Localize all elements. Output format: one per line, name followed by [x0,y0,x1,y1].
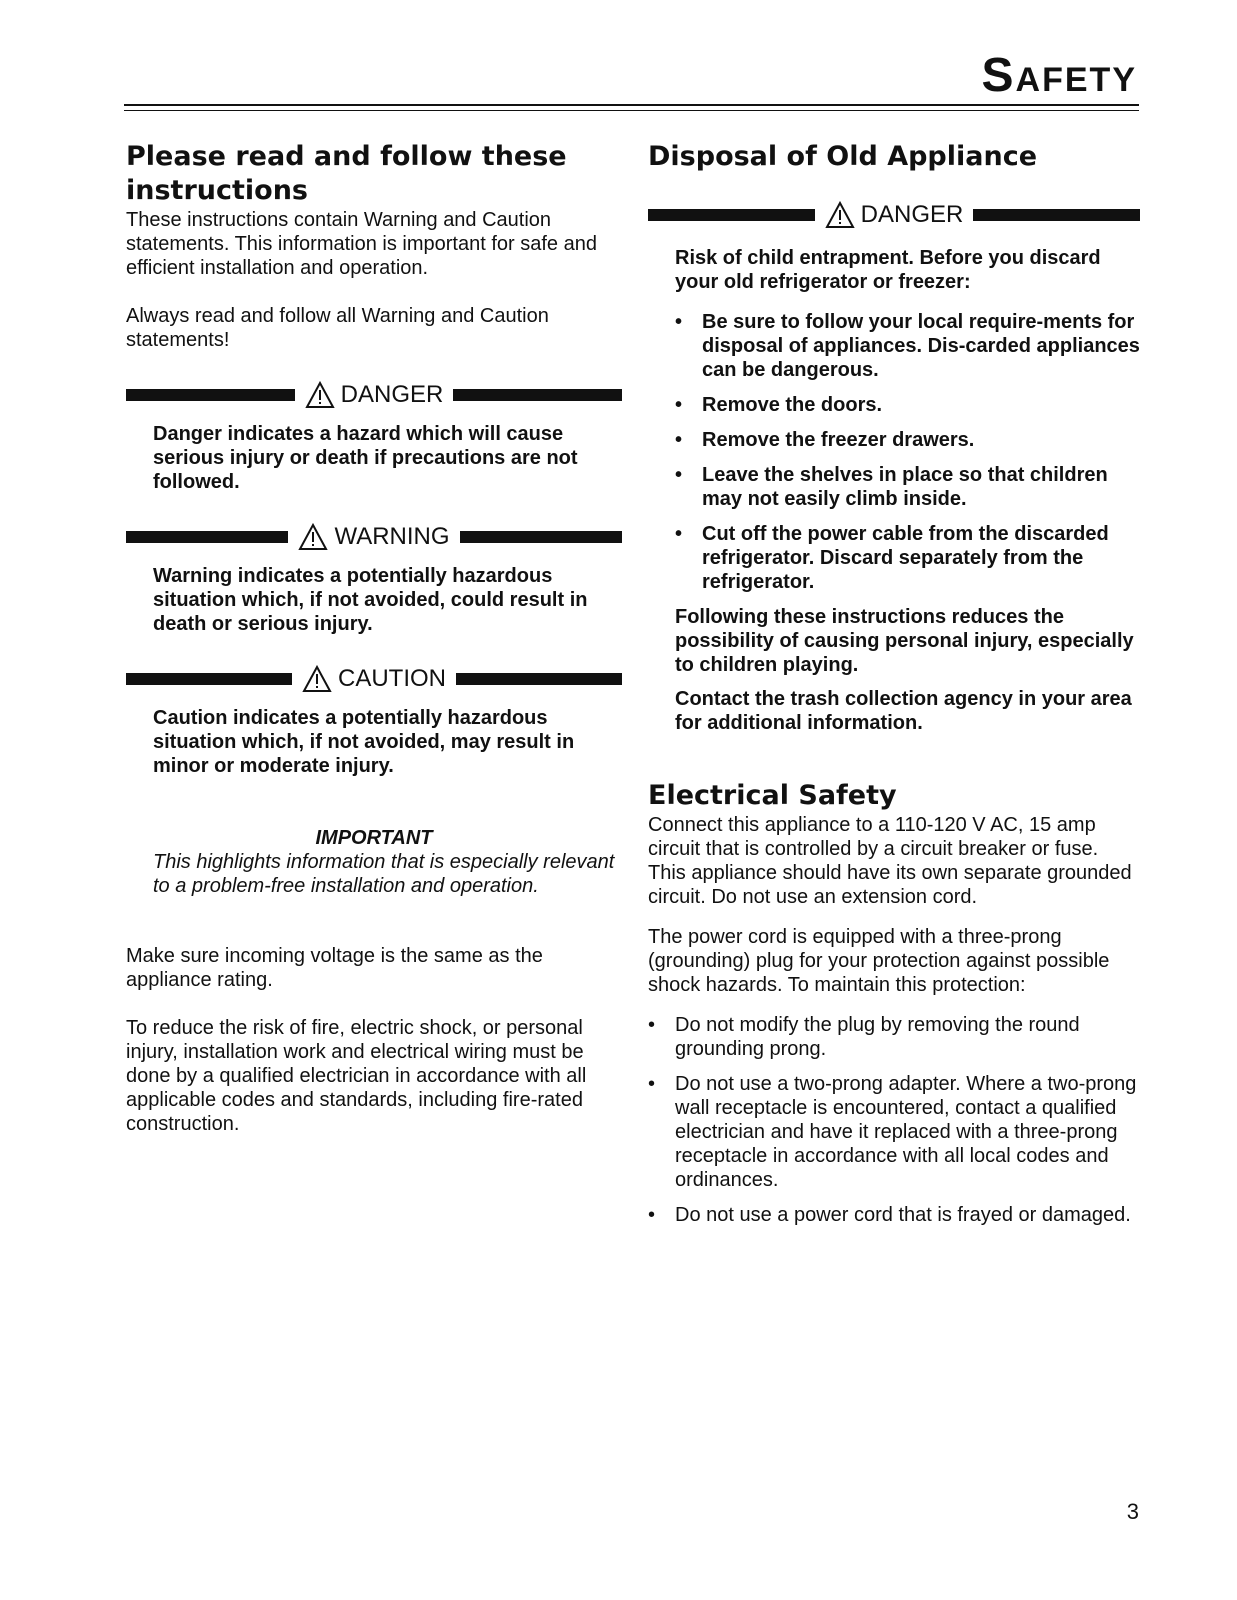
danger-text: Danger indicates a hazard which will cause serious injury or death if precautions are not followed. [153,423,578,493]
electrical-bullets [648,1013,1140,1227]
voltage-note: Make sure incoming voltage is the same as the appliance rating. [126,945,543,991]
right-column [648,140,1140,1238]
electrical-paragraph-2: The power cord is equipped with a three-prong (grounding) plug for your protection against possible shock hazards. To maintain this protection: [648,926,1110,996]
warning-triangle-icon [305,381,335,409]
instructions-heading: Please read and follow these instructions [126,141,567,206]
warning-label: WARNING [334,523,450,550]
page-section-title: Safety [981,49,1137,102]
danger-label: DANGER [340,381,444,408]
caution-signal-bar [126,662,622,696]
danger-signal-bar [126,378,622,412]
bullet-glyph: • [648,1014,656,1036]
list-item: • Do not use a two-prong adapter. Where a two-prong wall receptacle is encountered, contact a qualified electrician and have it replaced with a three-prong receptacle in accordance with all local codes and ordinances. [648,1073,1137,1191]
disposal-danger-signal-bar [648,198,1140,232]
intro-paragraph: These instructions contain Warning and Caution statements. This information is important for safe and efficient installation and operation. [126,209,597,279]
list-item: • Leave the shelves in place so that children may not easily climb inside. [675,464,1108,510]
list-item: • Cut off the power cable from the discarded refrigerator. Discard separately from the refrigerator. [675,523,1109,593]
list-item: • Remove the doors. [675,394,883,416]
bullet-glyph: • [675,394,683,416]
intro-paragraph-2: Always read and follow all Warning and Caution statements! [126,305,549,351]
disposal-contact: Contact the trash collection agency in your area for additional information. [675,688,1132,734]
caution-label: CAUTION [338,665,446,692]
bullet-glyph: • [648,1073,656,1095]
important-title: IMPORTANT [315,827,433,849]
list-item: • Remove the freezer drawers. [675,429,975,451]
disposal-bullets [648,310,1140,594]
bullet-glyph: • [675,429,683,451]
left-column [126,140,622,1136]
disposal-danger-label: DANGER [860,201,964,228]
list-item: • Do not use a power cord that is frayed or damaged. [648,1204,1131,1226]
caution-text: Caution indicates a potentially hazardous situation which, if not avoided, may result in minor or moderate injury. [153,707,575,777]
warning-text: Warning indicates a potentially hazardous situation which, if not avoided, could result in death or serious injury. [153,565,588,635]
page-number: 3 [1126,1499,1139,1524]
bullet-glyph: • [675,311,683,333]
warning-triangle-icon [825,201,855,229]
disposal-heading: Disposal of Old Appliance [648,141,1038,172]
header-rule [124,104,1139,106]
header-rule-thin [124,110,1139,111]
electrical-heading: Electrical Safety [648,780,897,811]
list-item: • Be sure to follow your local require-ments for disposal of appliances. Dis-carded appliances can be dangerous. [675,311,1140,381]
electrical-paragraph-1: Connect this appliance to a 110-120 V AC, 15 amp circuit that is controlled by a circuit breaker or fuse. This appliance should have its own separate grounded circuit. Do not use an extension cord. [648,814,1132,908]
warning-signal-bar [126,520,622,554]
bullet-glyph: • [675,523,683,545]
warning-triangle-icon [298,523,328,551]
bullet-glyph: • [675,464,683,486]
warning-triangle-icon [302,665,332,693]
bullet-glyph: • [648,1204,656,1226]
disposal-following: Following these instructions reduces the possibility of causing personal injury, especially to children playing. [675,606,1134,676]
important-text: This highlights information that is especially relevant to a problem-free installation and operation. [153,851,615,897]
disposal-lead: Risk of child entrapment. Before you discard your old refrigerator or freezer: [675,247,1101,293]
list-item: • Do not modify the plug by removing the round grounding prong. [648,1014,1080,1060]
risk-note: To reduce the risk of fire, electric shock, or personal injury, installation work and electrical wiring must be done by a qualified electrician in accordance with all applicable codes and standards, including fire-rated construction. [126,1017,587,1135]
